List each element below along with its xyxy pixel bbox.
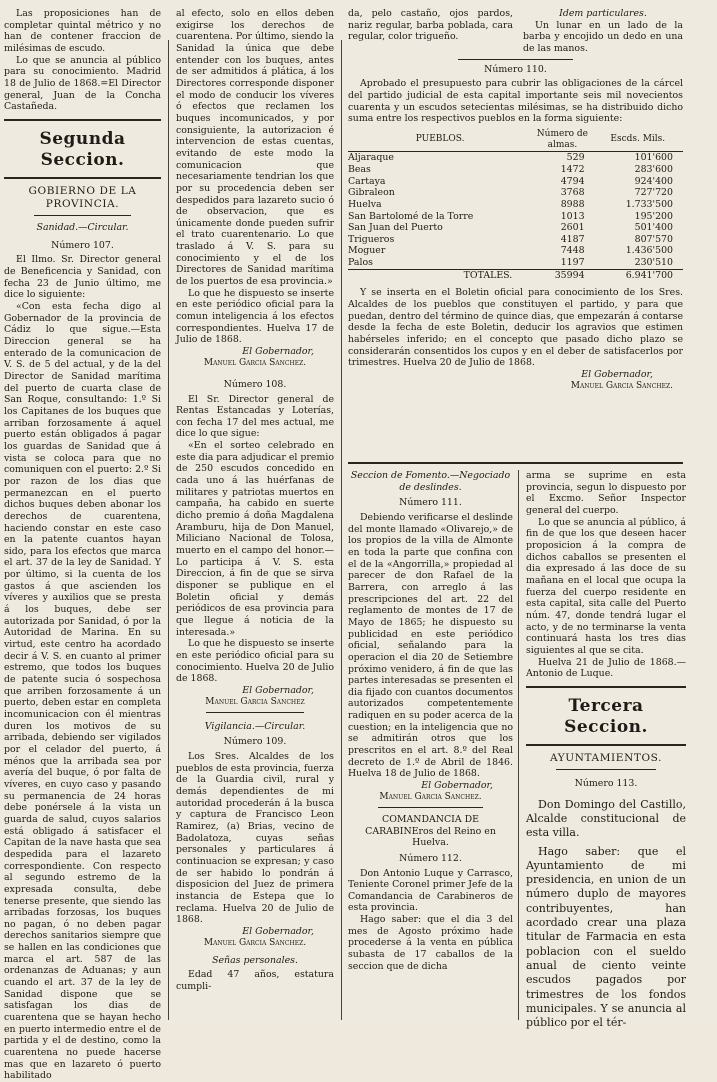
table-row [348, 211, 683, 223]
table-header-escudos: Escds. Mils. [610, 134, 666, 145]
paragraph: El Sr. Director general de Rentas Estancadas y Loterías, con fecha 17 del mes actual, me dice lo que sigue: [176, 393, 334, 440]
table-cell-pueblo: Beas [348, 163, 371, 175]
separator [556, 769, 656, 770]
separator [526, 686, 686, 688]
column-divider [341, 40, 342, 1020]
table-cell-almas: 3768 [560, 187, 585, 199]
item-number: Número 112. [399, 852, 462, 864]
subheading: Señas personales. [212, 954, 298, 966]
paragraph: Hago saber: que el Ayuntamiento de mi presidencia, en union de un número duplo de mayores contribuyentes, han acordado crear una plaza titular de Farmacia en esta poblacion con el sueldo anual de ciento veinte escudos pagados por trimestres de los fondos municipales. Y se anuncia al público por el tér- [526, 844, 686, 1030]
item-number: Número 111. [399, 497, 462, 509]
table-cell-almas: 2601 [560, 222, 585, 234]
table-header-almas: Número de almas. [536, 128, 588, 151]
table-cell-escudos: 501'400 [634, 222, 673, 234]
table-cell-almas: 8988 [560, 198, 585, 210]
table-cell-escudos: 1.436'500 [625, 245, 673, 257]
paragraph: arma se suprime en esta provincia, segun lo dispuesto por el Excmo. Señor Inspector general del cuerpo. [526, 470, 686, 516]
table-row [348, 245, 683, 257]
paragraph: Aprobado el presupuesto para cubrir las obligaciones de la cárcel del partido judicial de esta capital importante seis mil novecientos cuarenta y un escudos setecientas milésimas, se ha distribuido dicho suma entre los respectivos pueblos en la forma siguiente: [348, 78, 683, 125]
paragraph: Las proposiciones han de completar quintal métrico y no han de contener fraccion de milésimas de escudo. [4, 8, 161, 54]
signature-name: Manuel Garcia Sanchez. [570, 380, 673, 391]
paragraph: Lo que se anuncia al público, á fin de que los que deseen hacer proposicion á la compra de dichos caballos se presenten el dia expresado á las doce de su mañana en el local que ocupa la fuerza del cuerpo residente en esta capital, sita calle del Puerto núm. 47, donde tendrá lugar el acto, y de no terminarse la venta continuará hasta los tres dias siguientes al que se cita. [526, 516, 686, 656]
signature-title: El Gobernador, [421, 780, 493, 792]
paragraph: «En el sorteo celebrado en este dia para adjudicar el premio de 250 escudos concedido en cada uno á las huérfanas de militares y patriotas muertos en campaña, ha cabido en suerte dicho premio á doña Magdalena Aramburu, hija de Don Manuel, Miliciano Nacional de Tolosa, muerto en el campo del honor.—Lo participa á V. S. esta Direccion, á fin de que se sirva disponer se publique en el Boletin oficial y demás periódicos de esa provincia para que llegue á noticia de la interesada.» [176, 440, 334, 638]
subheading: COMANDANCIA DE CARABINEros del Reino en Huelva. [365, 813, 496, 849]
table-row [348, 152, 683, 164]
table-row [348, 234, 683, 246]
table-row [348, 164, 683, 176]
subheading: Vigilancia.—Circular. [204, 720, 306, 732]
table-cell-almas: 1013 [560, 210, 585, 222]
table-cell-pueblo: Trigueros [348, 233, 395, 245]
signature-title: El Gobernador, [242, 684, 314, 696]
paragraph: Don Antonio Luque y Carrasco, Teniente Coronel primer Jefe de la Comandancia de Carabineros de esta provincia. [348, 867, 513, 914]
signature-title: El Gobernador, [242, 925, 314, 937]
column-3a [348, 470, 513, 972]
signature-name: Manuel Garcia Sanchez. [379, 791, 482, 802]
paragraph: Y se inserta en el Boletin oficial para conocimiento de los Sres. Alcaldes de los pueblos que constituyen el partido, y para que puedan, dentro del término de quince dias, que empezarán á contarse desde la fecha de este Boletin, deducir los agravios que estimen habérseles inferido; en el concepto que pasado dicho plazo se considerarán consentidos los cupos y en el deber de satisfacerlos por trimestres. Huelva 20 de Julio de 1868. [348, 287, 683, 369]
table-cell-escudos: 283'600 [634, 163, 673, 175]
table-row [348, 176, 683, 188]
subheading: Sanidad.—Circular. [36, 222, 129, 234]
column-divider [518, 470, 519, 1020]
separator [34, 215, 131, 216]
section-title: Segunda Seccion. [39, 128, 126, 170]
gov-heading: GOBIERNO DE LA PROVINCIA. [28, 185, 137, 211]
paragraph: Don Domingo del Castillo, Alcalde constitucional de esta villa. [526, 797, 686, 840]
paragraph: da, pelo castaño, ojos pardos, nariz regular, barba poblada, cara regular, color trigueño. [348, 8, 513, 43]
paragraph: «Con esta fecha digo al Gobernador de la provincia de Cádiz lo que sigue.—Esta Direccion general se ha enterado de la comunicacion de V. S. de 5 del actual, y de la del Director de Sanidad marítima del puerto de cuarta clase de San Roque, consultando: 1.º Si los Capitanes de los buques que arriban forzosamente á aquel puerto están obligados á pagar los guardas de Sanidad que á vista se coloca para que no comuniquen con el puerto: 2.º Si por razon de los dias que permanezcan en el puerto dichos buques deben abonar los derechos de cuarentena, haciendo constar en este caso en la patente cuantos hayan sido, para los efectos que marca el art. 37 de la ley de Sanidad. Y por último, si la cuenta de los gastos á que ascienden los víveres y auxilios que se presta á los buques, debe ser autorizada por Sanidad, ó por la Autoridad de Marina. En su virtud, este centro ha acordado decir á V. S. en cuanto al primer estremo, que todos los buques de patente sucia ó sospechosa que arriben forzosamente á un puerto, deben estar en completa incomunicacion con él mientras duren los motivos de su arribada, debiendo ser vigilados por el celador del puerto, á ménos que la arribada sea por avería del buque, ó por falta de víveres, en cuyo caso y pasando su permanencia de 24 horas debe ponérsele á la vista un guarda de salud, cuyos salarios está obligado á satisfacer el Capitan de la nave hasta que sea despedida para el lazareto correspondiente. Con respecto al segundo estremo de la expresada consulta, debe tenerse presente, que siendo las arribadas forzosas, los buques no pagan, ó no deben pagar derechos sanitarios siempre que se hallen en las condiciones que marca el art. 587 de las ordenanzas de Aduanas; y aun cuando el art. 37 de la ley de Sanidad dispone que se satisfagan los dias de cuarentena que se hayan hecho en puerto intermedio entre el de partida y el de destino, como la cuarentena no puede hacerse mas que en lazareto ó puerto habilitado [4, 301, 161, 1082]
separator [378, 807, 483, 808]
column-2 [176, 8, 334, 993]
column-divider [168, 40, 169, 1020]
table-cell-pueblo: Aljaraque [348, 152, 394, 164]
signature-title: El Gobernador, [242, 346, 314, 358]
table-cell-pueblo: Moguer [348, 245, 386, 257]
subheading: Idem particulares. [559, 8, 647, 19]
table-row [348, 222, 683, 234]
paragraph: Un lunar en un lado de la barba y encojido un dedo en una de las manos. [523, 19, 683, 54]
signature-title: El Gobernador, [581, 369, 653, 381]
table-body [348, 152, 683, 270]
table-cell-escudos: 101'600 [634, 152, 673, 164]
table-total-almas: 35994 [532, 269, 592, 281]
signature-name: Manuel Garcia Sanchez [205, 696, 305, 707]
item-number: Número 107. [51, 239, 114, 251]
separator [4, 119, 161, 121]
table-header-pueblos: PUEBLOS. [415, 134, 465, 145]
signature-name: Manuel Garcia Sanchez. [203, 357, 307, 368]
table-cell-escudos: 195'200 [634, 210, 673, 222]
budget-table [348, 129, 683, 282]
column-3b [526, 470, 686, 1030]
section-title: Tercera Seccion. [564, 695, 648, 737]
subheading: Seccion de Fomento.—Negociado de deslindes. [350, 470, 511, 493]
paragraph: El Ilmo. Sr. Director general de Beneficencia y Sanidad, con fecha 23 de Junio último, me dice lo siguiente: [4, 254, 161, 301]
paragraph: Hago saber: que el dia 3 del mes de Agosto próximo hade procederse á la venta en pública subasta de 17 caballos de la seccion que de dicha [348, 914, 513, 972]
separator [348, 462, 683, 464]
table-cell-almas: 529 [566, 152, 585, 164]
signature-name: Manuel Garcia Sanchez. [203, 937, 307, 948]
item-number: Número 109. [223, 736, 287, 748]
separator [526, 744, 686, 746]
item-number: Número 110. [484, 63, 547, 75]
table-cell-almas: 7448 [560, 245, 585, 257]
table-cell-pueblo: Cartaya [348, 175, 386, 187]
paragraph: Huelva 21 de Julio de 1868.—Antonio de Luque. [526, 656, 686, 680]
table-cell-almas: 1472 [560, 163, 585, 175]
paragraph: Lo que he dispuesto se inserte en este periódico oficial para la comun inteligencia á los efectos correspondientes. Huelva 17 de Julio de 1868. [176, 287, 334, 346]
column-1 [4, 8, 161, 1082]
paragraph: Edad 47 años, estatura cumpli- [176, 969, 334, 992]
table-cell-escudos: 924'400 [634, 175, 673, 187]
ayuntamientos-heading: AYUNTAMIENTOS. [549, 751, 663, 764]
table-cell-escudos: 230'510 [634, 257, 673, 269]
table-cell-almas: 1197 [560, 257, 585, 269]
paragraph: al efecto, solo en ellos deben exigirse los derechos de cuarentena. Por último, siendo la Sanidad la única que debe entender con los buques, antes de ser admitidos á plática, á los Directores corresponde disponer el modo de conducir los víveres ó efectos que reclamen los buques incomunicados, y por consiguiente, la autorizacion é intervencion de estas cuentas, evitando de este modo la comunicacion que necesariamente tendrian los que por su procedencia deben ser despedidos para lazareto sucio ó de observacion, que es únicamente donde pueden sufrir el trato cuarentenario. Lo que traslado á V. S. para su conocimiento y el de los Directores de Sanidad marítima de los puertos de esa provincia.» [176, 8, 334, 288]
paragraph: Lo que he dispuesto se inserte en este periódico oficial para su conocimiento. Huelva 20 de Julio de 1868. [176, 638, 334, 685]
paragraph: Los Sres. Alcaldes de los pueblos de esta provincia, fuerza de la Guardia civil, rural y demás dependientes de mi autoridad procederán á la busca y captura de Francisco Leon Ramirez, (a) Brias, vecino de Badolatoza, cuyas señas personales y particulares á continuacion se expresan; y caso de ser habido lo pondrán á disposicion del Juez de primera instancia de Estepa que lo reclama. Huelva 20 de Julio de 1868. [176, 751, 334, 926]
table-row [348, 257, 683, 269]
table-cell-pueblo: San Bartolomé de la Torre [348, 210, 474, 222]
table-row [348, 187, 683, 199]
table-cell-pueblo: San Juan del Puerto [348, 222, 443, 234]
table-cell-escudos: 727'720 [634, 187, 673, 199]
table-row [348, 199, 683, 211]
separator [206, 712, 304, 713]
table-cell-pueblo: Palos [348, 257, 373, 269]
item-number: Número 108. [223, 378, 287, 390]
separator [4, 177, 161, 179]
table-cell-almas: 4794 [560, 175, 585, 187]
table-cell-almas: 4187 [560, 233, 585, 245]
table-cell-pueblo: Gibraleon [348, 187, 395, 199]
table-cell-escudos: 807'570 [634, 233, 673, 245]
table-cell-escudos: 1.733'500 [625, 198, 673, 210]
table-total-label: TOTALES. [348, 269, 532, 281]
paragraph: Lo que se anuncia al público para su conocimiento. Madrid 18 de Julio de 1868.=El Director general, Juan de la Concha Castañeda. [4, 54, 161, 113]
paragraph: Debiendo verificarse el deslinde del monte llamado «Olivarejo,» de los propios de la villa de Almonte en toda la parte que confina con el de la «Angorrilla,» propiedad al parecer de don Rafael de la Barrera, con arreglo á las prescripciones del art. 22 del reglamento de montes de 17 de Mayo de 1865; he dispuesto su publicidad en este periódico oficial, señalando para la operacion el dia 20 de Setiembre próximo venidero, á fin de que las partes interesadas se presenten el dia fijado con cuantos documentos autorizados competentemente radiquen en su poder acerca de la cuestion; en la inteligencia que no se admitirán otros que los prescritos en el art. 8.º del Real decreto de 1.º de Abril de 1846. Huelva 18 de Julio de 1868. [348, 511, 513, 780]
table-total-escudos: 6.941'700 [593, 269, 683, 281]
separator [458, 59, 573, 60]
column-3-top [348, 8, 683, 392]
item-number: Número 113. [574, 777, 638, 789]
table-cell-pueblo: Huelva [348, 198, 382, 210]
